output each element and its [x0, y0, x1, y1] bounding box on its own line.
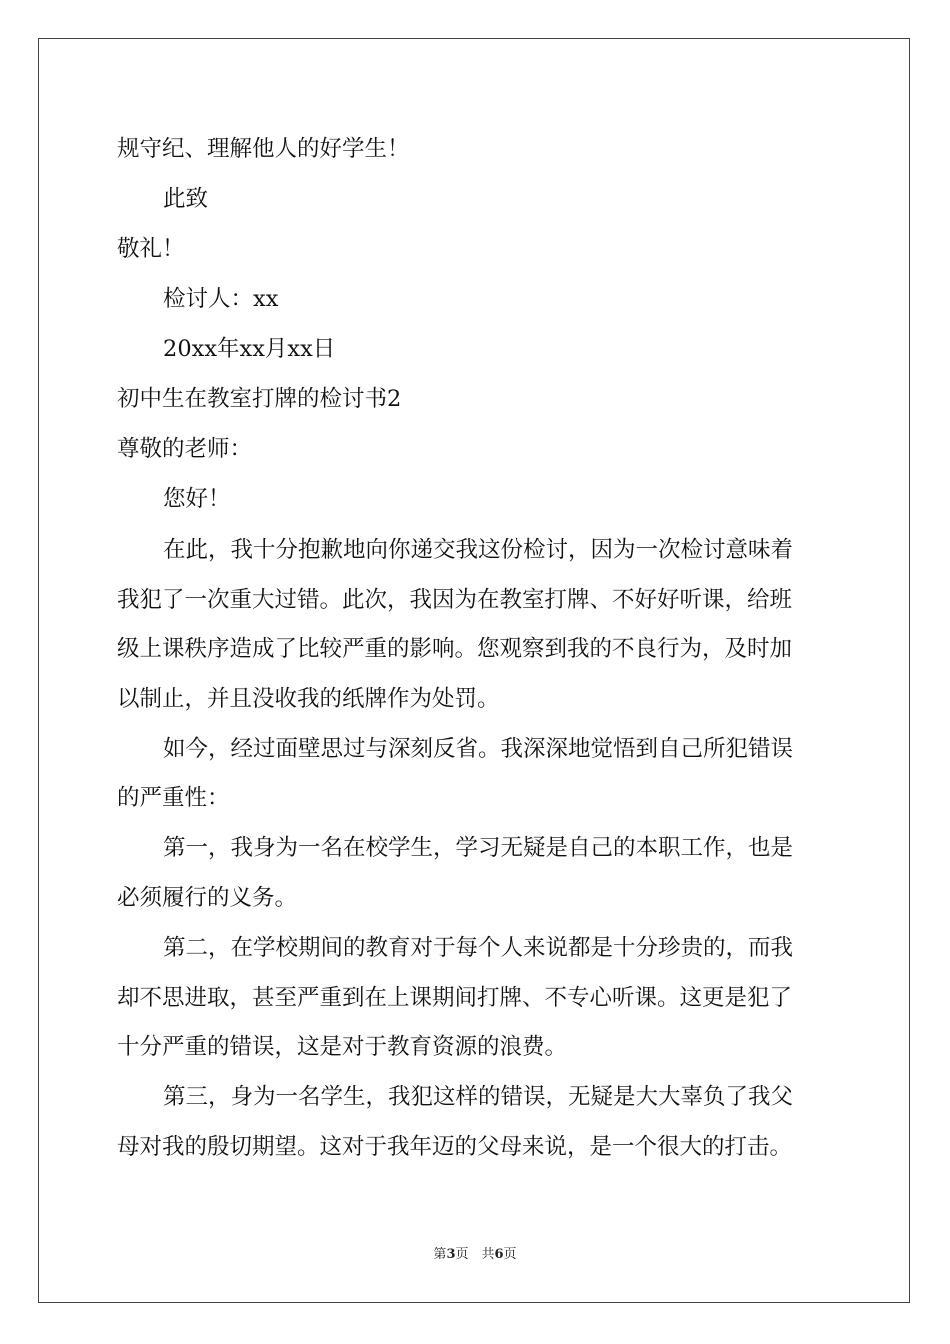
text-line: 您好！: [163, 486, 231, 512]
text-line: 第三，身为一名学生，我犯这样的错误，无疑是大大辜负了我父: [163, 1084, 794, 1110]
text-line: 十分严重的错误，这是对于教育资源的浪费。: [117, 1034, 568, 1060]
text-line: 敬礼！: [117, 236, 185, 262]
page-footer: [0, 1246, 950, 1264]
text-line: 以制止，并且没收我的纸牌作为处罚。: [117, 686, 500, 712]
page-suffix: 页: [503, 1247, 517, 1262]
page-total: 6: [494, 1247, 504, 1262]
text-line: 20xx年xx月xx日: [163, 336, 336, 362]
text-line: 第二，在学校期间的教育对于每个人来说都是十分珍贵的，而我: [163, 935, 794, 961]
text-line: 尊敬的老师：: [117, 436, 253, 462]
text-line: 级上课秩序造成了比较严重的影响。您观察到我的不良行为，及时加: [117, 636, 793, 662]
text-line: 规守纪、理解他人的好学生！: [117, 136, 410, 162]
page-current: 3: [446, 1247, 456, 1262]
text-line: 此致: [163, 186, 209, 212]
page-border: [38, 38, 910, 1303]
text-line: 的严重性：: [117, 785, 230, 811]
page-prefix: 第: [433, 1247, 447, 1262]
section-title: 初中生在教室打牌的检讨书2: [117, 386, 402, 412]
text-line: 我犯了一次重大过错。此次，我因为在教室打牌、不好好听课，给班: [117, 587, 793, 613]
text-line: 第一，我身为一名在校学生，学习无疑是自己的本职工作，也是: [163, 835, 794, 861]
text-line: 母对我的殷切期望。这对于我年迈的父母来说，是一个很大的打击。: [117, 1134, 793, 1160]
text-line: 却不思进取，甚至严重到在上课期间打牌、不专心听课。这更是犯了: [117, 985, 793, 1011]
text-line: 检讨人：xx: [163, 286, 279, 312]
text-line: 必须履行的义务。: [117, 885, 298, 911]
text-line: 在此，我十分抱歉地向你递交我这份检讨，因为一次检讨意味着: [163, 537, 794, 563]
text-line: 如今，经过面壁思过与深刻反省。我深深地觉悟到自己所犯错误: [163, 736, 794, 762]
page-mid: 页 共: [455, 1247, 495, 1262]
